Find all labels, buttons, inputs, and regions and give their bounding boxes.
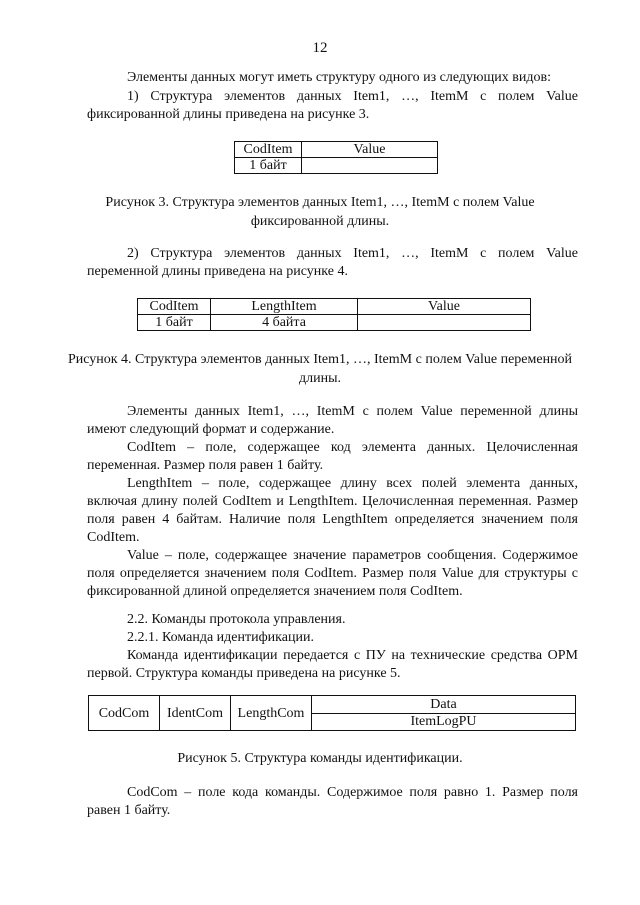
page-number: 12	[312, 40, 328, 56]
item1-paragraph	[87, 88, 578, 124]
intro-paragraph: Элементы данных могут иметь структуру одного из следующих видов:	[127, 70, 551, 85]
fig3-header-coditem: CodItem	[235, 142, 302, 158]
section-2-2: 2.2. Команды протокола управления.	[127, 612, 346, 627]
value-text: Value – поле, содержащее значение параметров сообщения. Содержимое поля определяется значением поля CodItem. Размер поля Value для структуры с фиксированной длиной определяется значением поля CodItem.	[87, 548, 578, 599]
item2-text: 2) Структура элементов данных Item1, …, ItemM с полем Value переменной длины приведена на рисунке 4.	[87, 246, 578, 279]
fig4-caption: Рисунок 4. Структура элементов данных Item1, …, ItemM с полем Value переменной длины.	[67, 352, 573, 386]
ident-text: Команда идентификации передается с ПУ на технические средства ОРМ первой. Структура команды приведена на рисунке 5.	[87, 648, 578, 681]
elements-paragraph	[87, 403, 578, 439]
fig5-caption: Рисунок 5. Структура команды идентификации.	[177, 751, 463, 766]
section-2-2-1: 2.2.1. Команда идентификации.	[127, 630, 314, 645]
fig4-header-value: Value	[358, 299, 531, 315]
elements-text: Элементы данных Item1, …, ItemM с полем Value переменной длины имеют следующий формат и содержание.	[87, 404, 578, 437]
fig4-cell-size1: 1 байт	[138, 315, 211, 331]
fig4-header-lengthitem: LengthItem	[211, 299, 358, 315]
fig4-cell-value	[358, 315, 531, 331]
ident-paragraph	[87, 647, 578, 683]
fig5-table	[88, 695, 576, 731]
lengthitem-paragraph	[87, 475, 578, 547]
fig3-header-value: Value	[302, 142, 438, 158]
coditem-paragraph	[87, 439, 578, 475]
fig5-cell-lengthcom: LengthCom	[231, 696, 312, 731]
fig4-table	[137, 298, 531, 331]
lengthitem-text: LengthItem – поле, содержащее длину всех полей элемента данных, включая длину полей CodItem и LengthItem. Целочисленная переменная. Размер поля равен 4 байтам. Наличие поля LengthItem определяется значением поля CodItem.	[87, 476, 578, 545]
fig5-cell-codcom: CodCom	[89, 696, 160, 731]
fig5-cell-data: Data	[312, 696, 576, 714]
codcom-text: CodCom – поле кода команды. Содержимое поля равно 1. Размер поля равен 1 байту.	[87, 785, 578, 818]
fig5-cell-identcom: IdentCom	[160, 696, 231, 731]
fig3-table	[234, 141, 438, 174]
item2-paragraph	[87, 245, 578, 281]
item1-text: 1) Структура элементов данных Item1, …, ItemM с полем Value фиксированной длины приведена на рисунке 3.	[87, 89, 578, 122]
codcom-paragraph	[87, 784, 578, 820]
fig4-header-coditem: CodItem	[138, 299, 211, 315]
fig5-cell-itemlogpu: ItemLogPU	[312, 713, 576, 731]
coditem-text: CodItem – поле, содержащее код элемента данных. Целочисленная переменная. Размер поля равен 1 байту.	[87, 440, 578, 473]
fig3-caption: Рисунок 3. Структура элементов данных Item1, …, ItemM с полем Value фиксированной длины.	[105, 195, 535, 229]
value-paragraph	[87, 547, 578, 601]
fig4-cell-size2: 4 байта	[211, 315, 358, 331]
fig3-cell-value	[302, 158, 438, 174]
fig3-cell-size: 1 байт	[235, 158, 302, 174]
